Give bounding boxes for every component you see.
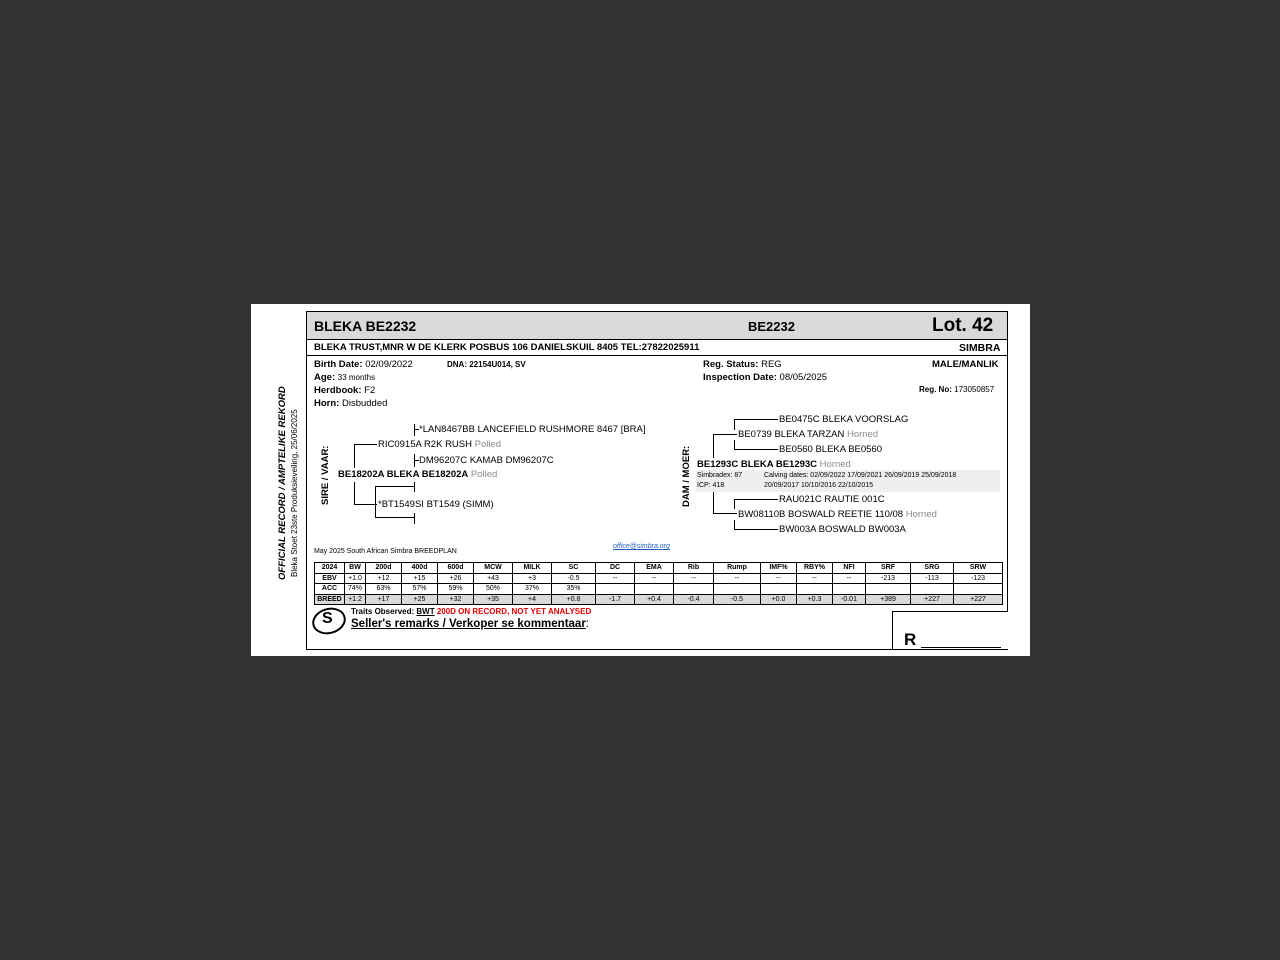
dam-sire-sire: BE0475C BLEKA VOORSLAG	[779, 414, 909, 425]
herdbook: Herdbook: F2	[314, 385, 376, 396]
sire-sire-dam: DM96207C KAMAB DM96207C	[419, 455, 554, 466]
sire-dam: *BT1549SI BT1549 (SIMM)	[378, 499, 494, 510]
simbra-email-link[interactable]: office@simbra.org	[613, 543, 670, 550]
simbradex: Simbradex: 87	[697, 472, 743, 479]
sex: MALE/MANLIK	[932, 359, 999, 370]
owner-line: BLEKA TRUST,MNR W DE KLERK POSBUS 106 DANIELSKUIL 8405 TEL:27822025911	[314, 342, 700, 353]
dam-dam-sire: RAU021C RAUTIE 001C	[779, 494, 885, 505]
horn: Horn: Disbudded	[314, 398, 388, 409]
breed-row: BREED +1.2 +17 +25 +32 +35 +4 +0.8 -1.7 +0.4 -0.4 -0.5 +0.0 +0.3 -0.01 +389 +227 +227	[315, 594, 1003, 605]
traits-observed: Traits Observed: BWT 200D ON RECORD, NOT YET ANALYSED	[351, 607, 592, 616]
animal-id: BE2232	[748, 319, 795, 334]
ebv-row: EBV +1.0 +12 +15 +26 +43 +3 -0.5 -- -- -- -- -- -- -- -213 -113 -123	[315, 573, 1003, 584]
sellers-remarks: Seller's remarks / Verkoper se kommentaar:	[351, 618, 589, 630]
reg-no: Reg. No: 173050857	[919, 385, 995, 394]
breedplan-note: May 2025 South African Simbra BREEDPLAN	[314, 548, 457, 555]
birth-date: Birth Date: 02/09/2022	[314, 359, 413, 370]
breed-label: SIMBRA	[959, 342, 1001, 354]
dna: DNA: 22154U014, SV	[447, 360, 526, 369]
animal-name: BLEKA BE2232	[314, 318, 417, 334]
sale-label: Bleka Stoet 23ste Produksieveiling, 25/06/2025	[290, 409, 299, 577]
official-record-label: OFFICIAL RECORD / AMPTELIKE REKORD	[277, 386, 288, 580]
breedplan-table	[314, 562, 1003, 605]
age: Age: 33 months	[314, 372, 376, 383]
price-line[interactable]	[921, 647, 1001, 648]
acc-row: ACC 74% 63% 57% 59% 50% 37% 35%	[315, 584, 1003, 595]
icp: ICP: 418	[697, 482, 725, 489]
dam-dam-dam: BW003A BOSWALD BW003A	[779, 524, 906, 535]
sire-sire-sire: *LAN8467BB LANCEFIELD RUSHMORE 8467 [BRA]	[419, 424, 646, 435]
sire-label: SIRE / VAAR:	[320, 445, 331, 505]
inspection-date: Inspection Date: 08/05/2025	[703, 372, 828, 383]
dam-sire: BE0739 BLEKA TARZAN Horned	[738, 429, 879, 440]
logo-letter: S	[322, 610, 333, 627]
lot-number: Lot. 42	[932, 315, 994, 336]
price-prefix: R	[904, 630, 917, 649]
calving-dates-2: 20/09/2017 10/10/2016 22/10/2015	[764, 482, 873, 489]
dam-name: BE1293C BLEKA BE1293C Horned	[697, 459, 851, 470]
sire-name: BE18202A BLEKA BE18202A Polled	[338, 469, 498, 480]
dam-dam: BW08110B BOSWALD REETIE 110/08 Horned	[738, 509, 937, 520]
dam-sire-dam: BE0560 BLEKA BE0560	[779, 444, 882, 455]
calving-dates-1: Calving dates: 02/09/2022 17/09/2021 26/09/2019 25/09/2018	[764, 472, 957, 479]
breedplan-header-row: 2024 BW 200d 400d 600d MCW MILK SC DC EMA Rib Rump IMF% RBY% NFI SRF SRG SRW	[315, 563, 1003, 574]
reg-status: Reg. Status: REG	[703, 359, 782, 370]
sire-sire: RIC0915A R2K RUSH Polled	[378, 439, 502, 450]
dam-label: DAM / MOER:	[681, 445, 692, 507]
